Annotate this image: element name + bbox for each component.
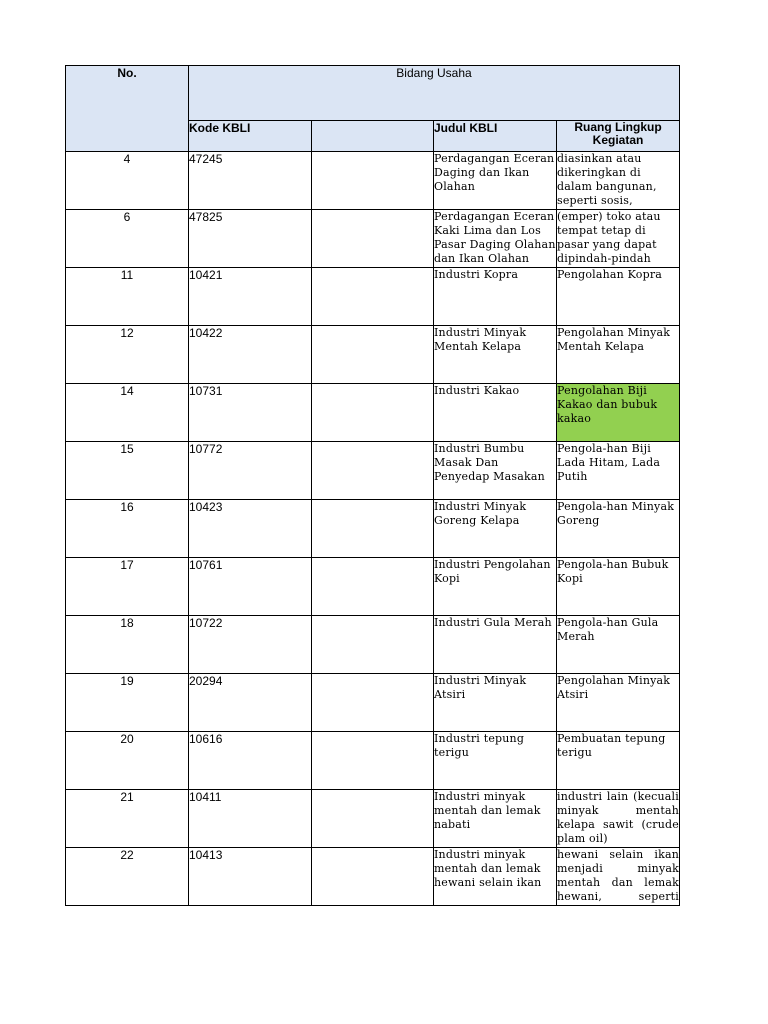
row-empty-cell — [312, 210, 434, 268]
row-kode-kbli: 47245 — [189, 152, 312, 210]
row-kode-kbli: 10421 — [189, 268, 312, 326]
table-row — [66, 152, 680, 210]
row-ruang-text: (emper) toko atau tempat tetap di pasar yang dapat dipindah-pindah — [557, 210, 661, 265]
row-no: 18 — [66, 616, 189, 674]
row-empty-cell — [312, 152, 434, 210]
row-empty-cell — [312, 500, 434, 558]
row-no: 6 — [66, 210, 189, 268]
header-ruang-lingkup: Ruang Lingkup Kegiatan — [557, 121, 680, 152]
row-empty-cell — [312, 442, 434, 500]
row-kode-kbli: 47825 — [189, 210, 312, 268]
row-empty-cell — [312, 326, 434, 384]
table-row — [66, 732, 680, 790]
row-ruang-lingkup — [557, 210, 680, 268]
table-row — [66, 674, 680, 732]
row-judul-text: Perdagangan Eceran Kaki Lima dan Los Pasar Daging Olahan dan Ikan Olahan — [434, 210, 556, 265]
table-row — [66, 616, 680, 674]
row-ruang-lingkup — [557, 558, 680, 616]
row-ruang-lingkup — [557, 790, 680, 848]
row-ruang-text: Pengola-han Minyak Goreng — [557, 500, 675, 527]
header-judul-kbli: Judul KBLI — [434, 121, 557, 152]
row-judul-kbli — [434, 268, 557, 326]
row-judul-kbli — [434, 616, 557, 674]
row-empty-cell — [312, 616, 434, 674]
row-empty-cell — [312, 732, 434, 790]
row-ruang-lingkup — [557, 152, 680, 210]
row-ruang-text: diasinkan atau dikeringkan di dalam bangunan, seperti sosis, — [557, 152, 657, 207]
row-empty-cell — [312, 384, 434, 442]
row-judul-text: Industri Minyak Goreng Kelapa — [434, 500, 527, 527]
header-bidang-usaha: Bidang Usaha — [189, 66, 680, 121]
row-judul-text: Industri Pengolahan Kopi — [434, 558, 551, 585]
row-judul-text: Industri Bumbu Masak Dan Penyedap Masakan — [434, 442, 545, 483]
row-kode-kbli: 20294 — [189, 674, 312, 732]
row-judul-kbli — [434, 732, 557, 790]
row-empty-cell — [312, 558, 434, 616]
row-ruang-lingkup — [557, 326, 680, 384]
row-judul-kbli — [434, 674, 557, 732]
row-judul-text: Industri Kakao — [434, 384, 520, 397]
row-judul-kbli — [434, 558, 557, 616]
row-kode-kbli: 10411 — [189, 790, 312, 848]
row-judul-text: Industri Kopra — [434, 268, 519, 281]
row-ruang-text: Pengolahan Biji Kakao dan bubuk kakao — [557, 384, 658, 425]
row-kode-kbli: 10422 — [189, 326, 312, 384]
row-judul-kbli — [434, 848, 557, 906]
row-no: 4 — [66, 152, 189, 210]
row-ruang-text: hewani selain ikan menjadi minyak mentah dan lemak hewani, seperti — [557, 848, 679, 903]
table-row — [66, 326, 680, 384]
header-empty — [312, 121, 434, 152]
table-row — [66, 268, 680, 326]
row-kode-kbli: 10722 — [189, 616, 312, 674]
row-kode-kbli: 10731 — [189, 384, 312, 442]
row-judul-text: Industri tepung terigu — [434, 732, 525, 759]
row-no: 14 — [66, 384, 189, 442]
row-ruang-text: industri lain (kecuali minyak mentah kelapa sawit (crude plam oil) — [557, 790, 679, 845]
row-ruang-text: Pengolahan Minyak Mentah Kelapa — [557, 326, 671, 353]
row-empty-cell — [312, 790, 434, 848]
row-judul-text: Industri Minyak Atsiri — [434, 674, 527, 701]
row-no: 20 — [66, 732, 189, 790]
row-ruang-lingkup — [557, 442, 680, 500]
row-ruang-text: Pengolahan Minyak Atsiri — [557, 674, 671, 701]
table-row — [66, 210, 680, 268]
row-kode-kbli: 10761 — [189, 558, 312, 616]
row-ruang-text: Pengola-han Biji Lada Hitam, Lada Putih — [557, 442, 661, 483]
table-row — [66, 558, 680, 616]
row-ruang-lingkup — [557, 848, 680, 906]
row-kode-kbli: 10772 — [189, 442, 312, 500]
row-no: 15 — [66, 442, 189, 500]
row-judul-text: Perdagangan Eceran Daging dan Ikan Olahan — [434, 152, 555, 193]
row-empty-cell — [312, 674, 434, 732]
row-judul-text: Industri minyak mentah dan lemak nabati — [434, 790, 541, 831]
row-ruang-text: Pengola-han Bubuk Kopi — [557, 558, 669, 585]
row-no: 12 — [66, 326, 189, 384]
table-row — [66, 500, 680, 558]
table-row — [66, 384, 680, 442]
row-ruang-text: Pembuatan tepung terigu — [557, 732, 666, 759]
row-judul-kbli — [434, 326, 557, 384]
row-no: 17 — [66, 558, 189, 616]
row-no: 22 — [66, 848, 189, 906]
row-judul-kbli — [434, 152, 557, 210]
table-row — [66, 442, 680, 500]
header-no: No. — [66, 66, 189, 152]
row-ruang-text: Pengolahan Kopra — [557, 268, 663, 281]
row-kode-kbli: 10413 — [189, 848, 312, 906]
row-judul-text: Industri Minyak Mentah Kelapa — [434, 326, 527, 353]
row-no: 21 — [66, 790, 189, 848]
row-ruang-text: Pengola-han Gula Merah — [557, 616, 659, 643]
table-row — [66, 848, 680, 906]
row-judul-kbli — [434, 790, 557, 848]
row-judul-kbli — [434, 442, 557, 500]
row-empty-cell — [312, 848, 434, 906]
row-judul-kbli — [434, 210, 557, 268]
row-judul-text: Industri minyak mentah dan lemak hewani selain ikan — [434, 848, 542, 889]
row-kode-kbli: 10423 — [189, 500, 312, 558]
row-no: 11 — [66, 268, 189, 326]
header-kode-kbli: Kode KBLI — [189, 121, 312, 152]
row-empty-cell — [312, 268, 434, 326]
row-judul-kbli — [434, 384, 557, 442]
row-ruang-lingkup — [557, 616, 680, 674]
table-row — [66, 790, 680, 848]
row-judul-text: Industri Gula Merah — [434, 616, 552, 629]
row-no: 19 — [66, 674, 189, 732]
table-body — [66, 152, 680, 906]
row-ruang-lingkup-highlighted — [557, 384, 680, 442]
row-kode-kbli: 10616 — [189, 732, 312, 790]
kbli-table — [65, 65, 680, 906]
row-judul-kbli — [434, 500, 557, 558]
row-ruang-lingkup — [557, 268, 680, 326]
row-ruang-lingkup — [557, 732, 680, 790]
row-no: 16 — [66, 500, 189, 558]
row-ruang-lingkup — [557, 500, 680, 558]
row-ruang-lingkup — [557, 674, 680, 732]
